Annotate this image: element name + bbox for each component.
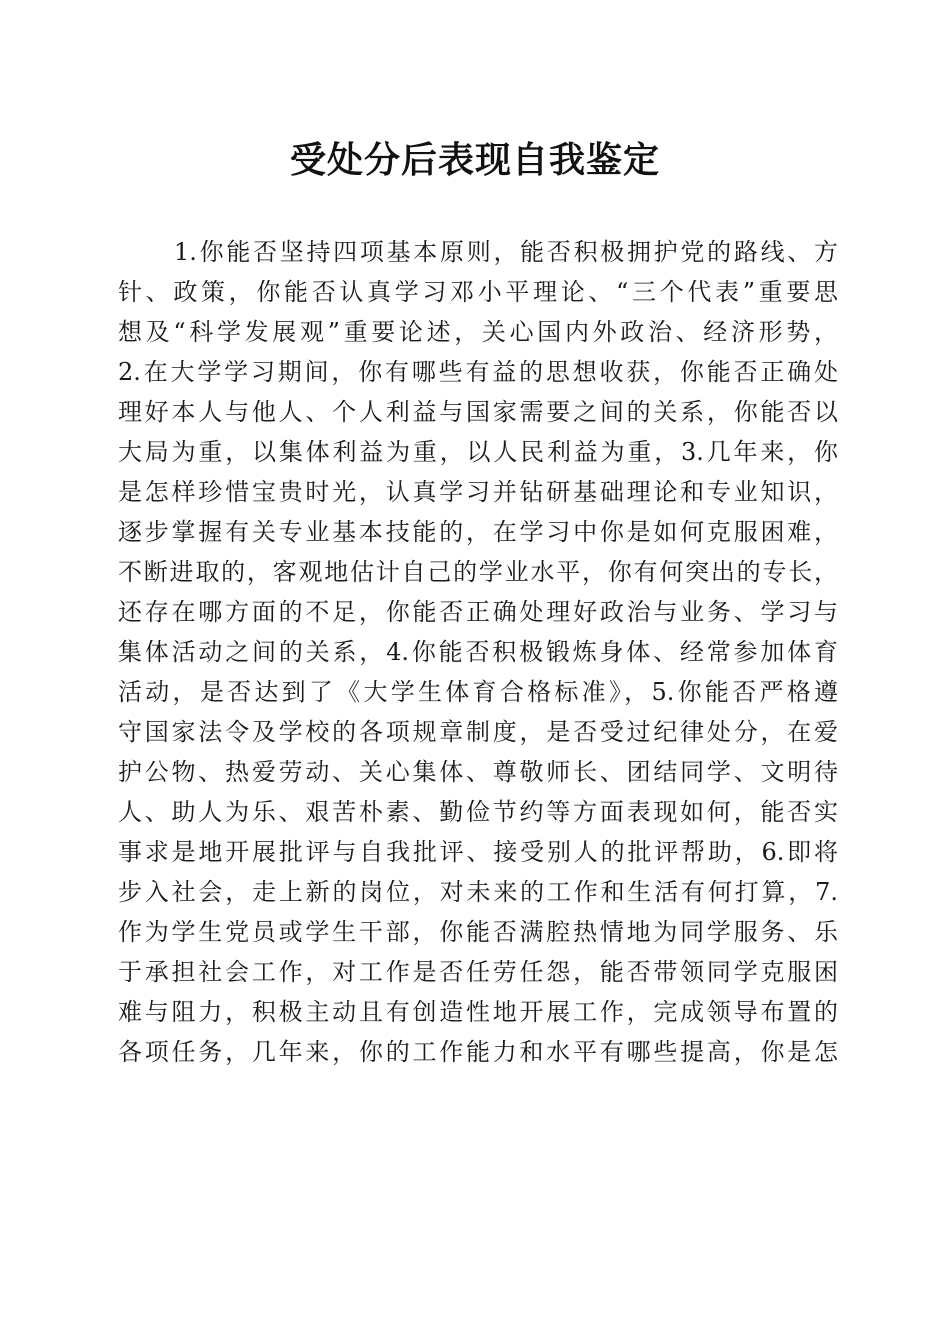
paragraph-line: 于承担社会工作，对工作是否任劳任怨，能否带领同学克服困 — [118, 958, 838, 986]
paragraph-line: 2.在大学学习期间，你有哪些有益的思想收获，你能否正确处 — [118, 358, 838, 386]
paragraph-line: 事求是地开展批评与自我批评、接受别人的批评帮助，6.即将 — [118, 838, 838, 866]
paragraph-line: 各项任务，几年来，你的工作能力和水平有哪些提高，你是怎 — [118, 1038, 838, 1066]
paragraph-line: 集体活动之间的关系，4.你能否积极锻炼身体、经常参加体育 — [118, 638, 838, 666]
paragraph-line: 是怎样珍惜宝贵时光，认真学习并钻研基础理论和专业知识， — [118, 478, 838, 506]
page-title: 受处分后表现自我鉴定 — [289, 139, 660, 181]
paragraph-line: 守国家法令及学校的各项规章制度，是否受过纪律处分，在爱 — [118, 718, 838, 746]
paragraph-line: 人、助人为乐、艰苦朴素、勤俭节约等方面表现如何，能否实 — [118, 798, 838, 826]
paragraph-line: 活动，是否达到了《大学生体育合格标准》，5.你能否严格遵 — [118, 678, 838, 706]
paragraph-line: 想及“科学发展观”重要论述，关心国内外政治、经济形势， — [118, 318, 838, 346]
body-paragraph — [118, 232, 838, 1072]
paragraph-line: 大局为重，以集体利益为重，以人民利益为重，3.几年来，你 — [118, 438, 838, 466]
paragraph-line: 针、政策，你能否认真学习邓小平理论、“三个代表”重要思 — [118, 278, 838, 306]
paragraph-line: 步入社会，走上新的岗位，对未来的工作和生活有何打算，7. — [118, 878, 838, 906]
paragraph-line: 逐步掌握有关专业基本技能的，在学习中你是如何克服困难， — [118, 518, 838, 546]
paragraph-line: 护公物、热爱劳动、关心集体、尊敬师长、团结同学、文明待 — [118, 758, 838, 786]
paragraph-line: 难与阻力，积极主动且有创造性地开展工作，完成领导布置的 — [118, 998, 838, 1026]
paragraph-line: 不断进取的，客观地估计自己的学业水平，你有何突出的专长， — [118, 558, 838, 586]
paragraph-line: 理好本人与他人、个人利益与国家需要之间的关系，你能否以 — [118, 398, 838, 426]
paragraph-line: 1.你能否坚持四项基本原则，能否积极拥护党的路线、方 — [174, 238, 838, 266]
paragraph-line: 作为学生党员或学生干部，你能否满腔热情地为同学服务、乐 — [118, 918, 838, 946]
paragraph-line: 还存在哪方面的不足，你能否正确处理好政治与业务、学习与 — [118, 598, 838, 626]
